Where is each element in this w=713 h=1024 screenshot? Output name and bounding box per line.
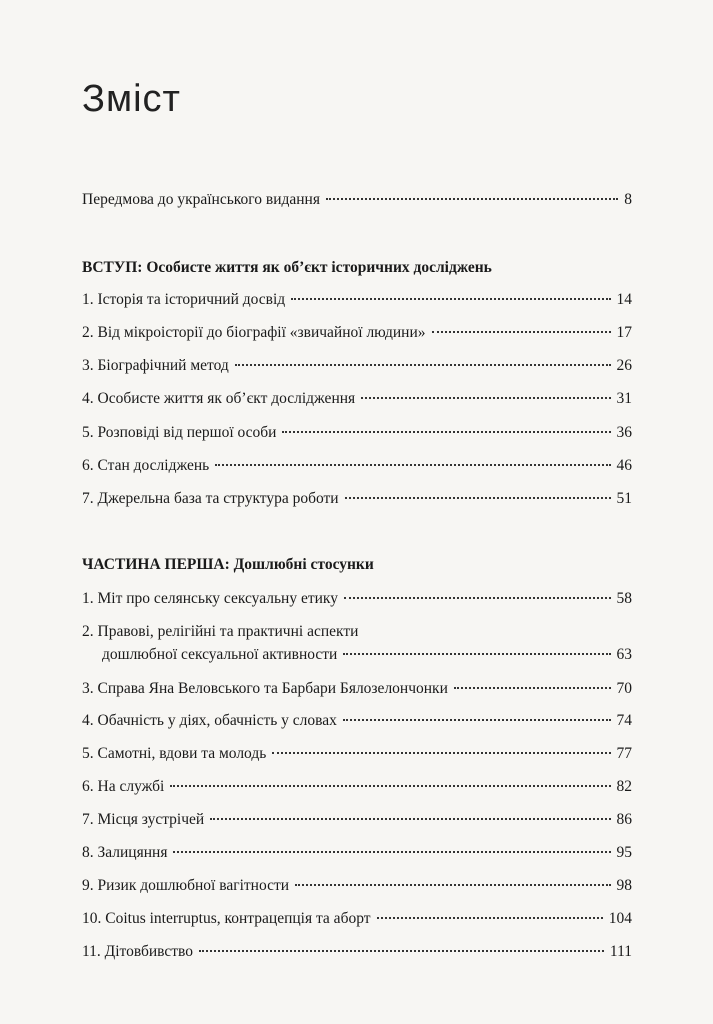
dot-leader [291,298,610,300]
entry-label-line1: 2. Правові, релігійні та практичні аспекти [82,623,359,640]
dot-leader [432,331,611,333]
dot-leader [173,851,610,853]
toc-entry [82,589,632,609]
dot-leader [343,719,611,721]
toc-entry [82,389,632,409]
toc-entry [82,711,632,731]
entry-page: 63 [616,646,632,663]
toc-entry [82,876,632,896]
entry-page: 51 [616,490,632,507]
toc-entry [82,777,632,797]
entry-page: 31 [616,390,632,407]
entry-page: 82 [616,778,632,795]
toc-entry-preface [82,190,632,210]
entry-page: 14 [616,291,632,308]
dot-leader [199,950,604,952]
dot-leader [272,752,610,754]
entry-page: 86 [616,811,632,828]
entry-label: 10. Coitus interruptus, контрацепція та аборт [82,910,371,927]
entry-label: 4. Обачність у діях, обачність у словах [82,712,337,729]
toc-entry [82,456,632,476]
entry-label: 7. Джерельна база та структура роботи [82,490,339,507]
entry-label: 4. Особисте життя як об’єкт дослідження [82,390,356,407]
entry-page: 46 [616,457,632,474]
dot-leader [235,364,611,366]
dot-leader [345,497,611,499]
entry-label: 2. Від мікроісторії до біографії «звичайної людини» [82,324,426,341]
toc-entry [82,356,632,376]
entry-label: 5. Розповіді від першої особи [82,424,277,441]
entry-page: 17 [616,324,632,341]
entry-label: 1. Міт про селянську сексуальну етику [82,590,338,607]
dot-leader [361,397,610,399]
toc-entry [82,290,632,310]
dot-leader [215,464,610,466]
section-heading-intro: ВСТУП: Особисте життя як об’єкт історичних досліджень [82,259,492,276]
section-heading-part1: ЧАСТИНА ПЕРША: Дошлюбні стосунки [82,556,374,573]
toc-entry [82,744,632,764]
entry-label: 1. Історія та історичний досвід [82,291,286,308]
entry-label: 9. Ризик дошлюбної вагітности [82,877,290,894]
dot-leader [170,785,610,787]
entry-label: 6. Стан досліджень [82,457,210,474]
entry-label: 7. Місця зустрічей [82,811,205,828]
entry-label: 8. Залицяння [82,844,168,861]
page-title: Зміст [82,78,181,120]
entry-label: 3. Справа Яна Веловського та Барбари Бялозелончонки [82,680,448,697]
toc-entry [82,645,632,665]
dot-leader [210,818,610,820]
dot-leader [343,653,610,655]
entry-page: 8 [624,191,632,208]
dot-leader [377,917,603,919]
toc-entry [82,843,632,863]
entry-page: 26 [616,357,632,374]
toc-entry [82,489,632,509]
entry-page: 111 [609,943,632,960]
entry-page: 74 [616,712,632,729]
toc-entry [82,810,632,830]
entry-page: 70 [616,680,632,697]
entry-label: 3. Біографічний метод [82,357,229,374]
toc-entry [82,909,632,929]
entry-label-line2: дошлюбної сексуальної активности [102,646,338,663]
dot-leader [295,884,610,886]
entry-label: 11. Дітовбивство [82,943,194,960]
entry-page: 77 [616,745,632,762]
dot-leader [282,431,610,433]
entry-label: Передмова до українського видання [82,191,320,208]
entry-page: 104 [608,910,632,927]
toc-entry [82,679,632,699]
dot-leader [344,597,611,599]
toc-entry [82,323,632,343]
entry-page: 36 [616,424,632,441]
dot-leader [454,687,611,689]
toc-entry [82,423,632,443]
entry-page: 58 [616,590,632,607]
entry-page: 98 [616,877,632,894]
toc-entry [82,942,632,962]
dot-leader [326,198,618,200]
entry-label: 5. Самотні, вдови та молодь [82,745,267,762]
entry-page: 95 [616,844,632,861]
entry-label: 6. На службі [82,778,165,795]
